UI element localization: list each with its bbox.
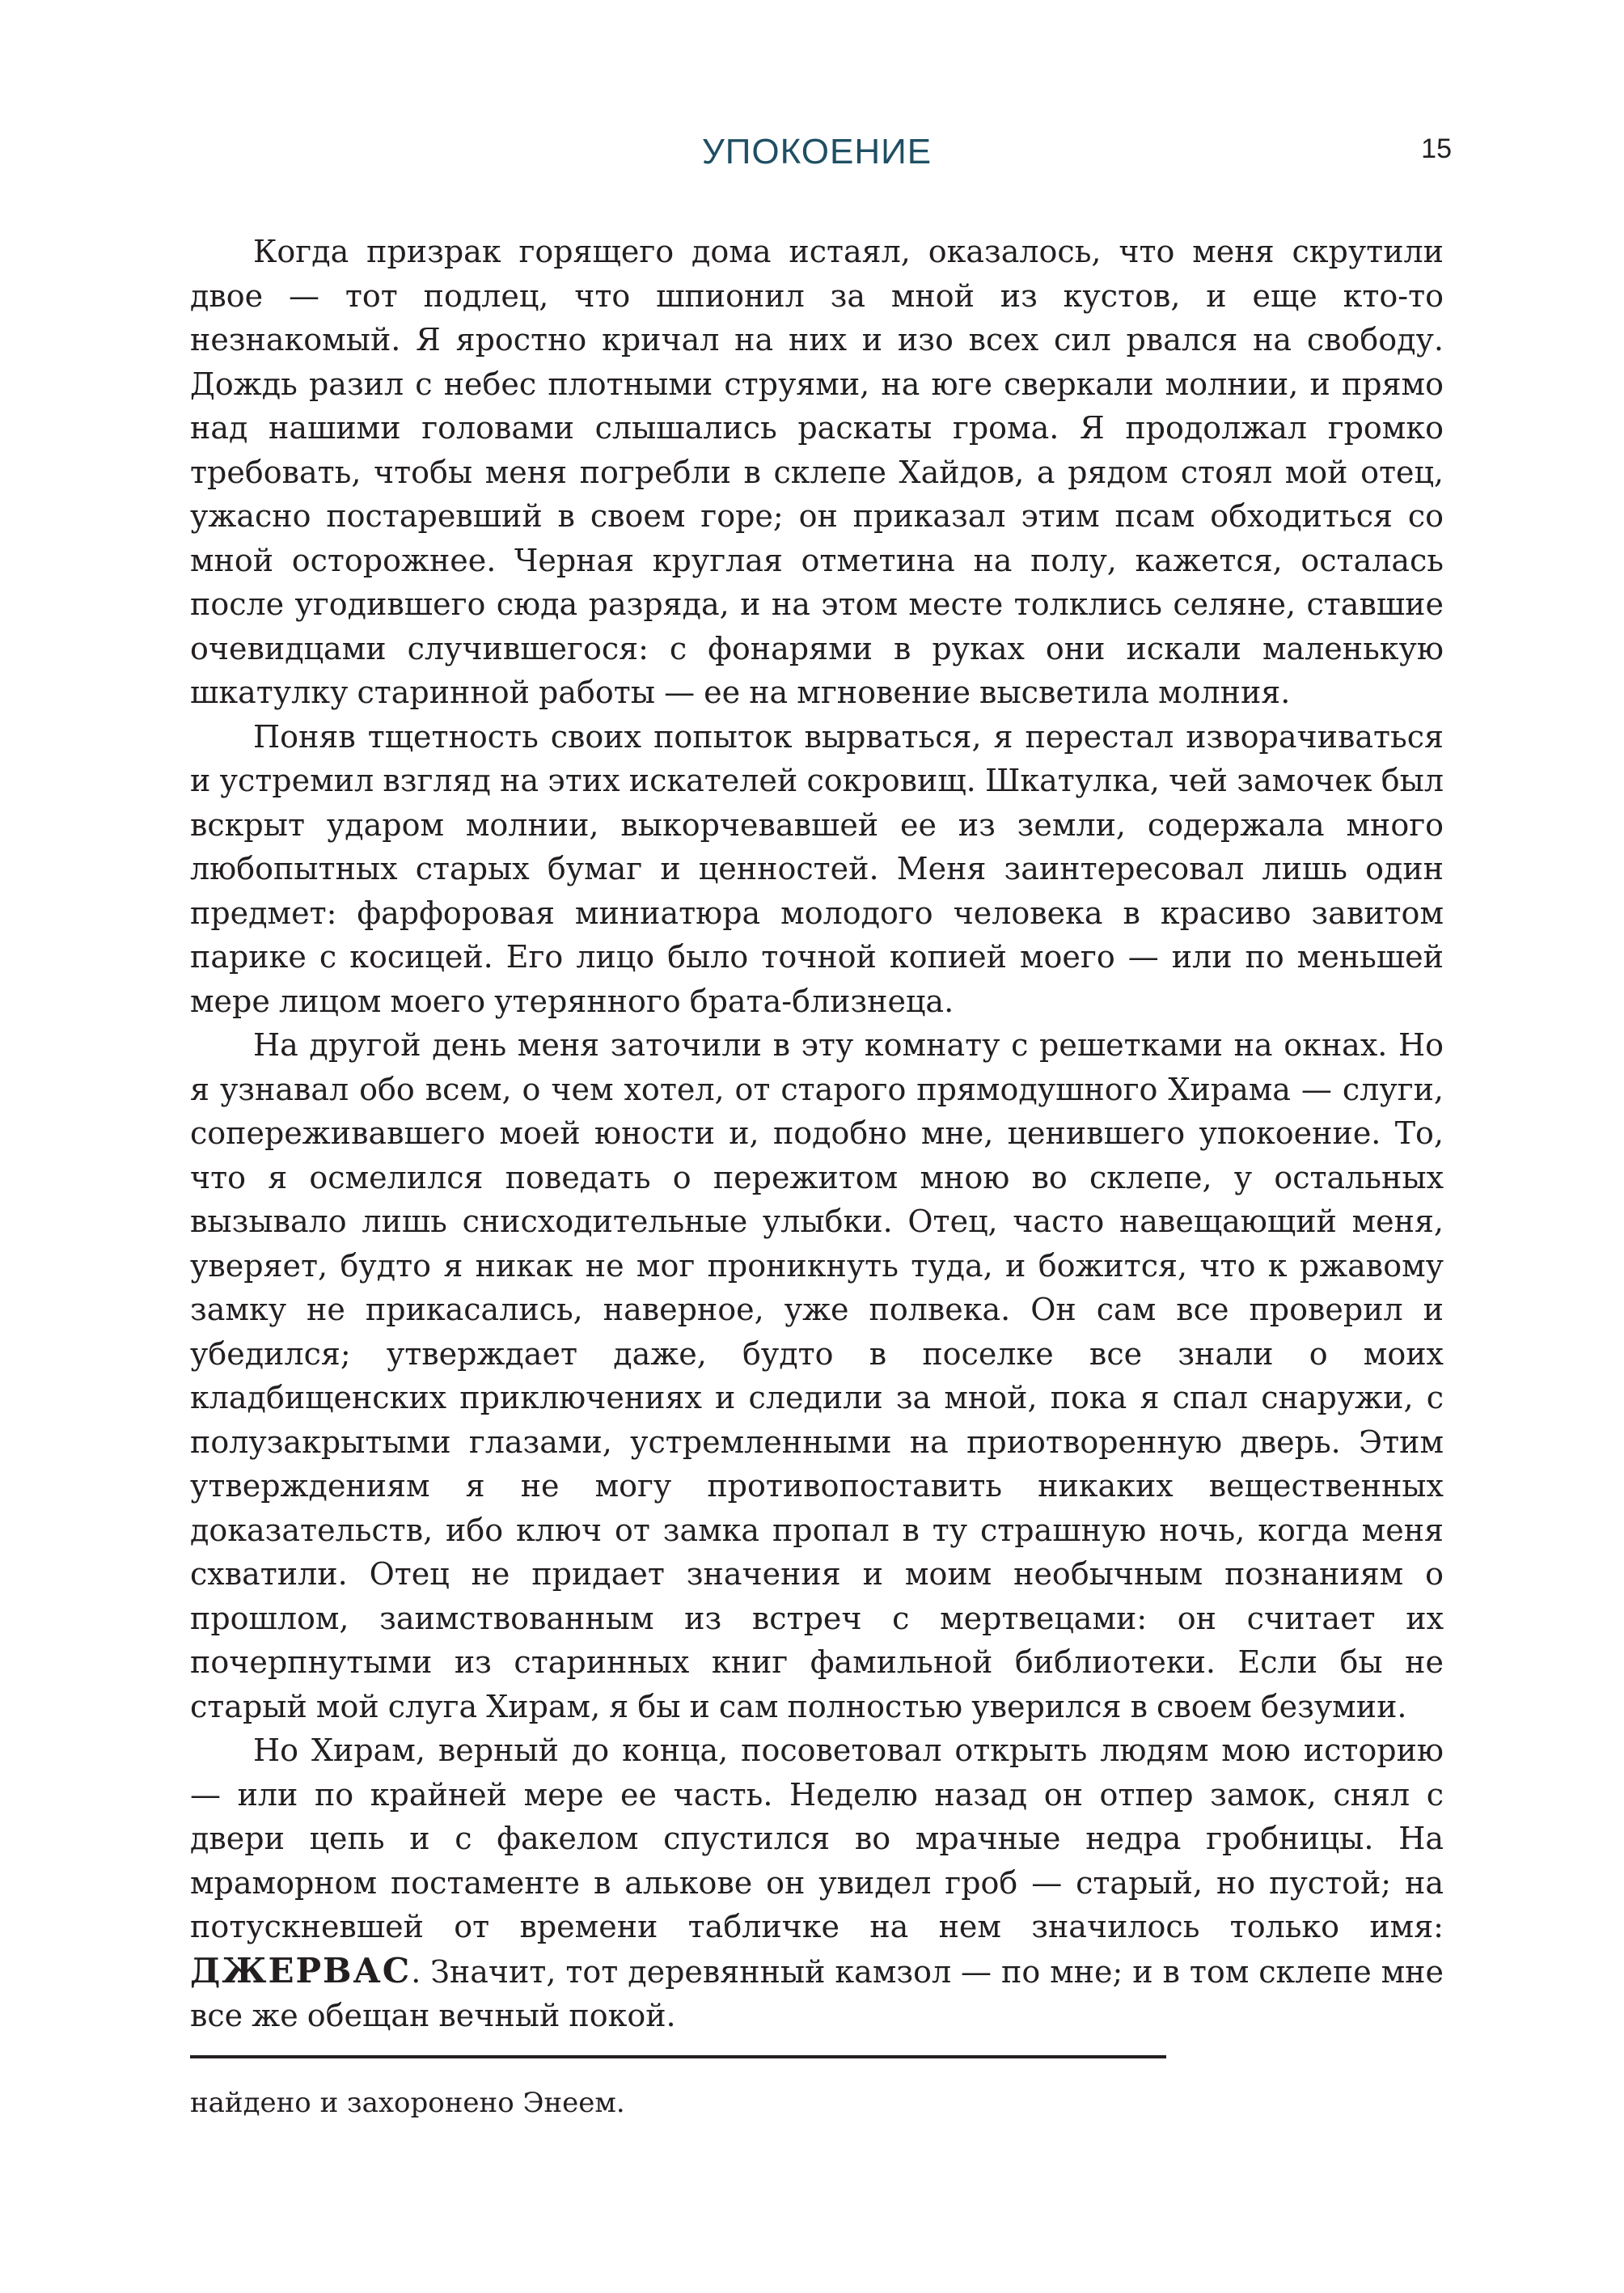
- paragraph: [190, 1728, 1444, 2038]
- main-text: [190, 230, 1444, 2038]
- engraved-name: ДЖЕРВАС: [190, 1950, 412, 1991]
- footnote: найдено и захоронено Энеем.: [190, 2087, 625, 2119]
- paragraph: На другой день меня заточили в эту комнату с решетками на окнах. Но я узнавал обо всем, о чем хотел, от старого прямодушного Хирама — слуги, сопереживавшего моей юности и, подобно мне, ценившего упокоение. То, что я осмелился поведать о пережитом мною во склепе, у остальных вызывало лишь снисходительные улыбки. Отец, часто навещающий меня, уверяет, будто я никак не мог проникнуть туда, и божится, что к ржавому замку не прикасались, наверное, уже полвека. Он сам все проверил и убедился; утверждает даже, будто в поселке все знали о моих кладбищенских приключениях и следили за мной, пока я спал снаружи, с полузакрытыми глазами, устремленными на приотворенную дверь. Этим утверждениям я не могу противопоставить никаких вещественных доказательств, ибо ключ от замка пропал в ту страшную ночь, когда меня схватили. Отец не придает значения и моим необычным познаниям о прошлом, заимствованным из встреч с мертвецами: он считает их почерпнутыми из старинных книг фамильной библиотеки. Если бы не старый мой слуга Хирам, я бы и сам полностью уверился в своем безумии.: [190, 1027, 1444, 1724]
- paragraph: Поняв тщетность своих попыток вырваться, я перестал изворачиваться и устремил взгляд на этих искателей сокровищ. Шкатулка, чей замочек был вскрыт ударом молнии, выкорчевавшей ее из земли, содержала много любопытных старых бумаг и ценностей. Меня заинтересовал лишь один предмет: фарфоровая миниатюра молодого человека в красиво завитом парике с косицей. Его лицо было точной копией моего — или по меньшей мере лицом моего утерянного брата-близнеца.: [190, 718, 1444, 1019]
- paragraph: Когда призрак горящего дома истаял, оказалось, что меня скрутили двое — тот подлец, что шпионил за мной из кустов, и еще кто-то незнакомый. Я яростно кричал на них и изо всех сил рвался на свободу. Дождь разил с небес плотными струями, на юге сверкали молнии, и прямо над нашими головами слышались раскаты грома. Я продолжал громко требовать, чтобы меня погребли в склепе Хайдов, а рядом стоял мой отец, ужасно постаревший в своем горе; он приказал этим псам обходиться со мной осторожнее. Черная круглая отметина на полу, кажется, осталась после угодившего сюда разряда, и на этом месте толклись селяне, ставшие очевидцами случившегося: с фонарями в руках они искали маленькую шкатулку старинной работы — ее на мгновение высветила молния.: [190, 234, 1444, 710]
- page-number: 15: [1421, 133, 1452, 164]
- footnote-rule: [190, 2055, 1166, 2058]
- paragraph-text: Но Хирам, верный до конца, посоветовал открыть людям мою историю — или по крайней мере ее часть. Неделю назад он отпер замок, снял с двери цепь и с факелом спустился во мрачные недра гробницы. На мраморном постаменте в алькове он увидел гроб — старый, но пустой; на потускневшей от времени табличке на нем значилось только имя:: [190, 1732, 1444, 1944]
- paragraph-text: . Значит, тот деревянный камзол — по мне; и в том склепе мне все же обещан вечный покой.: [190, 1953, 1444, 2033]
- running-title: УПОКОЕНИЕ: [701, 132, 933, 171]
